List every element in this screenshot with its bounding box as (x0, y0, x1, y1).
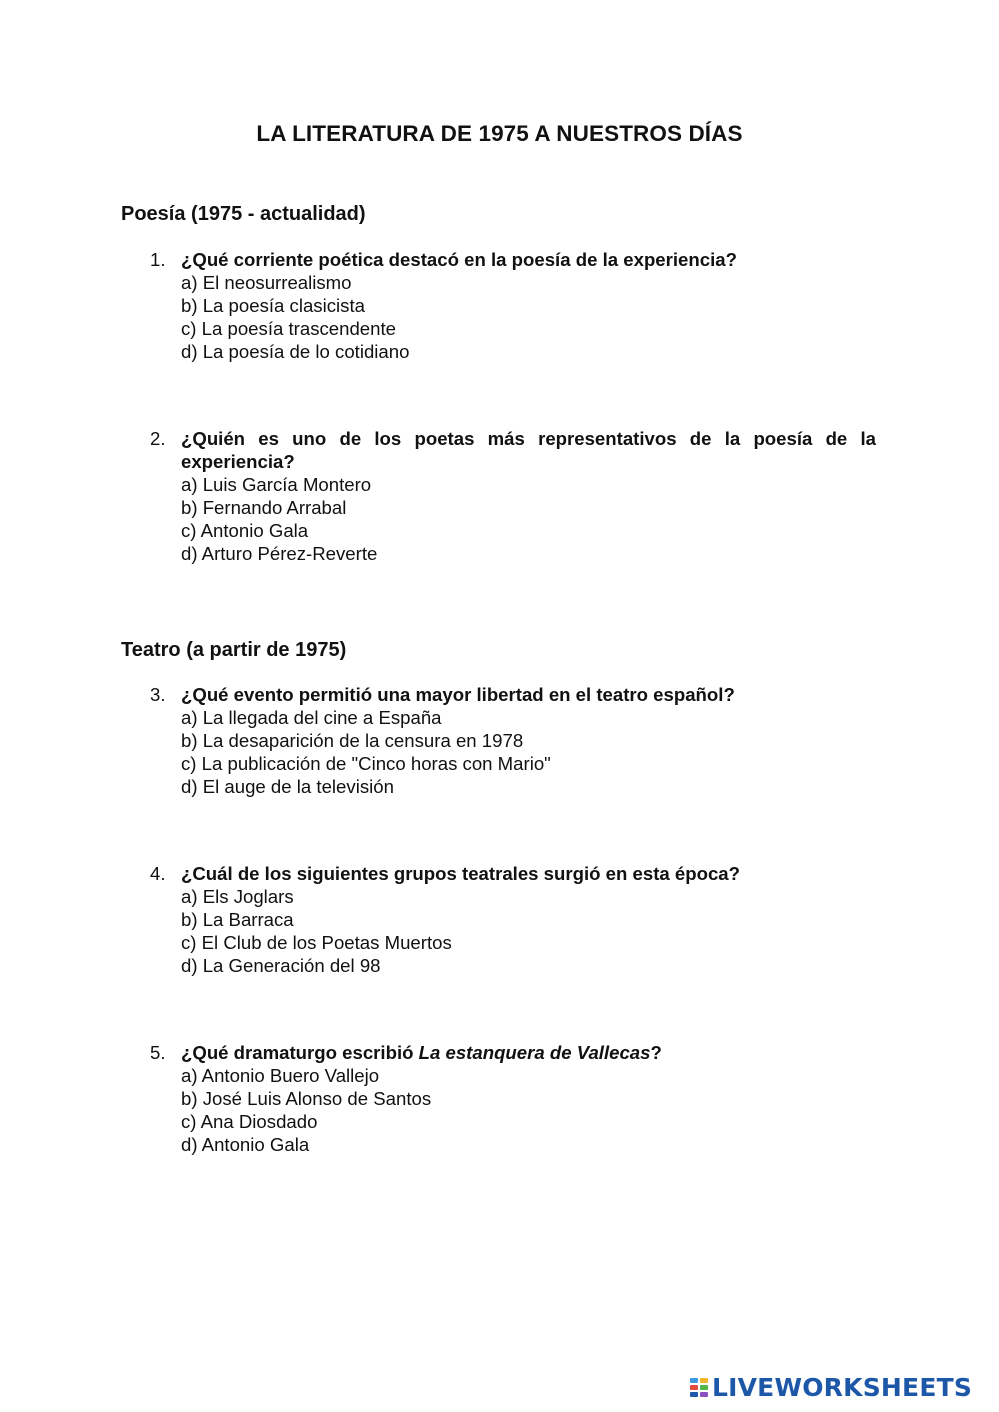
work-title: La estanquera de Vallecas (418, 1042, 651, 1063)
question-text: ¿Cuál de los siguientes grupos teatrales surgió en esta época? (181, 863, 740, 884)
question-text-after: ? (650, 1042, 662, 1063)
option-b[interactable]: b) La Barraca (181, 909, 294, 930)
section-heading-poesia: Poesía (1975 - actualidad) (121, 203, 366, 225)
option-d[interactable]: d) Arturo Pérez-Reverte (181, 543, 378, 564)
option-b[interactable]: b) La poesía clasicista (181, 295, 365, 316)
option-b[interactable]: b) La desaparición de la censura en 1978 (181, 730, 524, 751)
question-number: 3. (150, 684, 166, 705)
option-list (181, 473, 876, 565)
question-2 (150, 427, 876, 565)
option-d[interactable]: d) El auge de la televisión (181, 776, 394, 797)
option-a[interactable]: a) Luis García Montero (181, 474, 372, 495)
question-1 (150, 248, 876, 363)
question-number: 2. (150, 428, 166, 449)
option-list (181, 1064, 876, 1156)
liveworksheets-logo (690, 1373, 972, 1403)
question-number: 5. (150, 1042, 166, 1063)
option-d[interactable]: d) La poesía de lo cotidiano (181, 341, 410, 362)
question-5 (150, 1041, 876, 1156)
option-d[interactable]: d) Antonio Gala (181, 1134, 310, 1155)
question-text (181, 1041, 876, 1064)
section-heading-teatro: Teatro (a partir de 1975) (121, 639, 347, 661)
question-number: 4. (150, 863, 166, 884)
question-3 (150, 683, 876, 798)
option-list (181, 706, 876, 798)
option-c[interactable]: c) Antonio Gala (181, 520, 309, 541)
question-number: 1. (150, 249, 166, 270)
option-list (181, 885, 876, 977)
option-d[interactable]: d) La Generación del 98 (181, 955, 381, 976)
logo-text: LIVEWORKSHEETS (712, 1373, 973, 1402)
option-a[interactable]: a) Antonio Buero Vallejo (181, 1065, 380, 1086)
question-4 (150, 862, 876, 977)
option-a[interactable]: a) La llegada del cine a España (181, 707, 442, 728)
liveworksheets-logo-icon (690, 1376, 710, 1400)
question-text-before: ¿Qué dramaturgo escribió (181, 1042, 419, 1063)
option-c[interactable]: c) La poesía trascendente (181, 318, 396, 339)
option-c[interactable]: c) El Club de los Poetas Muertos (181, 932, 452, 953)
page-title: LA LITERATURA DE 1975 A NUESTROS DÍAS (256, 121, 743, 146)
option-b[interactable]: b) José Luis Alonso de Santos (181, 1088, 432, 1109)
option-a[interactable]: a) El neosurrealismo (181, 272, 352, 293)
option-c[interactable]: c) La publicación de "Cinco horas con Mario" (181, 753, 551, 774)
question-text: ¿Quién es uno de los poetas más representativos de la poesía de la experiencia? (181, 428, 876, 472)
option-b[interactable]: b) Fernando Arrabal (181, 497, 347, 518)
question-text: ¿Qué evento permitió una mayor libertad en el teatro español? (181, 684, 735, 705)
option-c[interactable]: c) Ana Diosdado (181, 1111, 318, 1132)
option-list (181, 271, 876, 363)
question-text: ¿Qué corriente poética destacó en la poesía de la experiencia? (181, 249, 737, 270)
option-a[interactable]: a) Els Joglars (181, 886, 294, 907)
